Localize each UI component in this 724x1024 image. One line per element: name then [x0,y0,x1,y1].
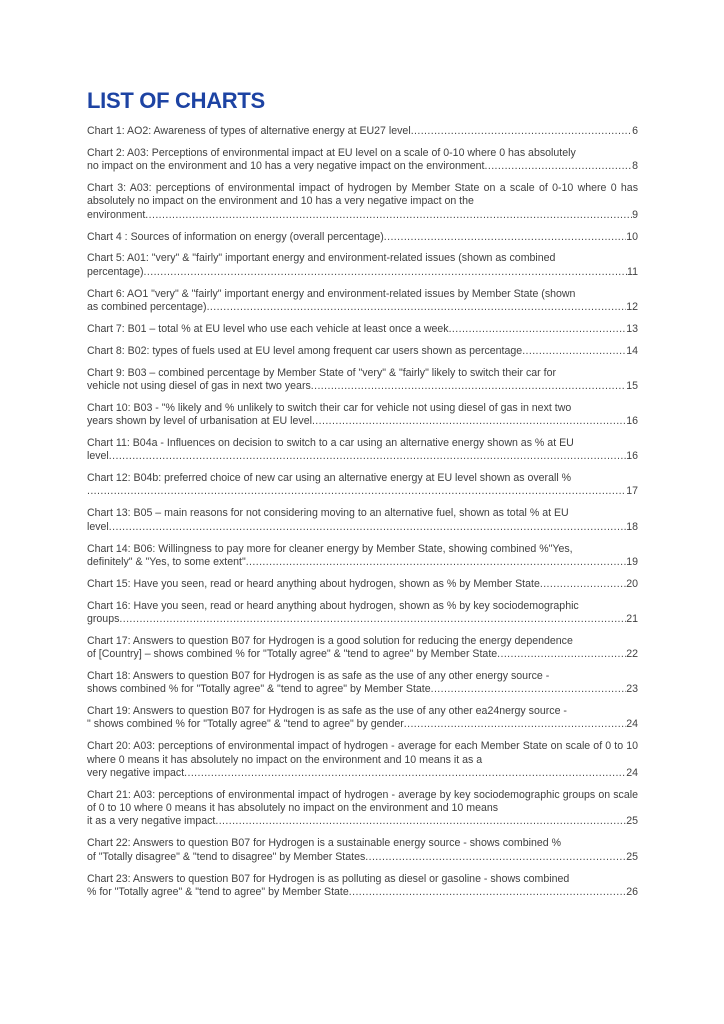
toc-entry-last-line [87,718,638,731]
toc-entry-text: Chart 13: B05 – main reasons for not considering moving to an alternative fuel, shown as total % at EU [87,507,569,520]
toc-entry-text: Chart 10: B03 - "% likely and % unlikely to switch their car for vehicle not using diesel of gas in next two [87,401,572,414]
dot-leader [540,578,626,591]
toc-entry-text-end: Chart 4 : Sources of information on energy (overall percentage) [87,230,384,243]
dot-leader [87,485,626,498]
toc-entry[interactable] [87,670,638,697]
toc-entry-last-line [87,450,638,463]
toc-entry-text-end: Chart 15: Have you seen, read or heard anything about hydrogen, shown as % by Member State [87,577,540,590]
toc-entry-text: Chart 20: A03: perceptions of environmental impact of hydrogen - average for each Member State on scale of 0 to 10 where 0 means it has absolutely no impact on the environment and 10 means it as a [87,740,638,766]
dot-leader [431,683,627,696]
page-number: 23 [626,683,638,696]
toc-entry-text-end: as combined percentage) [87,300,207,313]
page-number: 24 [626,718,638,731]
toc-entry-last-line [87,767,638,780]
toc-entry-text: Chart 2: A03: Perceptions of environmental impact at EU level on a scale of 0-10 where 0 has absolutely [87,146,576,159]
toc-entry-text-end: Chart 7: B01 – total % at EU level who use each vehicle at least once a week [87,322,449,335]
toc-entry[interactable] [87,182,638,222]
dot-leader [522,345,626,358]
toc-entry-last-line [87,323,638,336]
page-number: 19 [626,555,638,568]
page-number: 16 [626,450,638,463]
toc-entry-text: Chart 17: Answers to question B07 for Hydrogen is a good solution for reducing the energy dependence [87,634,573,647]
toc-entry-text-end: very negative impact [87,766,185,779]
toc-entry[interactable] [87,543,638,570]
toc-entry-text-end: it as a very negative impact [87,815,216,828]
toc-entry-text: Chart 3: A03: perceptions of environmental impact of hydrogen by Member State on a scale of 0-10 where 0 has absolutely no impact on the environment and 10 has a very negative impact on the [87,182,638,208]
toc-entry[interactable] [87,635,638,662]
toc-entry-text-end: vehicle not using diesel of gas in next two years [87,379,311,392]
page-number: 10 [626,230,638,243]
toc-entry[interactable] [87,147,638,174]
toc-entry-last-line [87,380,638,393]
dot-leader [246,556,627,569]
toc-entry-text-end: environment [87,208,146,221]
toc-entry-text-end: shows combined % for "Totally agree" & "tend to agree" by Member State [87,683,431,696]
toc-entry-text: Chart 22: Answers to question B07 for Hydrogen is a sustainable energy source - shows combined % [87,837,562,850]
toc-entry[interactable] [87,252,638,279]
dot-leader [404,718,626,731]
toc-entry-last-line [87,613,638,626]
toc-entry[interactable] [87,740,638,780]
page-number: 16 [626,415,638,428]
toc-entry[interactable] [87,705,638,732]
dot-leader [207,301,627,314]
dot-leader [215,815,626,828]
toc-entry-text-end: Chart 1: AO2: Awareness of types of alternative energy at EU27 level [87,125,411,137]
toc-entry-last-line [87,345,638,358]
toc-entry-text-end: no impact on the environment and 10 has a very negative impact on the environment [87,160,485,173]
toc-entry[interactable] [87,288,638,315]
toc-entry-last-line [87,521,638,534]
page-number: 11 [627,265,638,278]
toc-entry[interactable] [87,125,638,138]
toc-entry-text-end: of "Totally disagree" & "tend to disagree" by Member States [87,850,366,863]
toc-entry-text: Chart 18: Answers to question B07 for Hydrogen is as safe as the use of any other energy source - [87,670,550,682]
dot-leader [312,415,626,428]
toc-entry[interactable] [87,837,638,864]
toc-entry[interactable] [87,437,638,464]
page-number: 8 [632,160,638,173]
toc-entry-text: Chart 6: AO1 "very" & "fairly" important energy and environment-related issues by Member State (shown [87,287,576,300]
toc-entry-last-line [87,648,638,661]
toc-entry-text: Chart 19: Answers to question B07 for Hydrogen is as safe as the use of any other ea24nergy source - [87,705,567,718]
dot-leader [365,851,626,864]
toc-entry-text-end: of [Country] – shows combined % for "Totally agree" & "tend to agree" by Member State [87,648,498,661]
toc-entry-text-end: percentage) [87,265,144,278]
page-number: 15 [626,379,638,392]
dot-leader [119,613,626,626]
toc-entry-text: Chart 14: B06: Willingness to pay more for cleaner energy by Member State, showing combined %"Yes, [87,542,573,555]
toc-entry[interactable] [87,472,638,499]
toc-entry-last-line [87,683,638,696]
page-number: 6 [632,125,638,137]
page-number: 12 [626,300,638,313]
dot-leader [449,323,627,336]
toc-entry[interactable] [87,231,638,244]
toc-entry-last-line [87,209,638,222]
toc-entry[interactable] [87,600,638,627]
dot-leader [384,231,626,244]
toc-entry-last-line [87,578,638,591]
toc-entry-text-end: Chart 8: B02: types of fuels used at EU level among frequent car users shown as percentage [87,344,523,357]
dot-leader [109,521,626,534]
page-number: 9 [632,208,638,221]
toc-entry-last-line [87,301,638,314]
toc-entry-text: Chart 11: B04a - Influences on decision to switch to a car using an alternative energy shown as % at EU [87,436,574,449]
toc-entry-text-end: definitely" & "Yes, to some extent" [87,555,246,568]
page-number: 14 [626,344,638,357]
toc-entry-text-end: level [87,520,109,533]
toc-entry-text-end: " shows combined % for "Totally agree" & "tend to agree" by gender [87,718,404,731]
page-number: 25 [626,815,638,828]
dot-leader [109,450,626,463]
toc-entry[interactable] [87,789,638,829]
page-number: 26 [626,885,638,898]
page-number: 22 [626,648,638,661]
list-of-charts [87,125,638,899]
toc-entry-text: Chart 9: B03 – combined percentage by Member State of "very" & "fairly" likely to switch their car for [87,366,557,379]
toc-entry-text: Chart 16: Have you seen, read or heard anything about hydrogen, shown as % by key sociodemographic [87,599,579,612]
toc-entry-text: Chart 5: A01: "very" & "fairly" important energy and environment-related issues (shown as combined [87,252,556,265]
toc-entry[interactable] [87,578,638,591]
toc-entry-last-line [87,160,638,173]
document-page [87,88,638,908]
toc-entry-last-line [87,886,638,899]
dot-leader [145,209,632,222]
toc-entry-last-line [87,125,638,138]
page-number: 13 [626,322,638,335]
toc-entry-last-line [87,415,638,428]
toc-entry-text: Chart 12: B04b: preferred choice of new car using an alternative energy at EU level shown as overall % [87,472,572,485]
dot-leader [144,266,627,279]
toc-entry[interactable] [87,345,638,358]
page-number: 21 [626,612,638,625]
toc-entry[interactable] [87,323,638,336]
dot-leader [349,886,626,899]
page-number: 24 [626,766,638,779]
toc-entry-last-line [87,815,638,828]
toc-entry-last-line [87,231,638,244]
toc-entry-last-line [87,556,638,569]
toc-entry-text-end: years shown by level of urbanisation at EU level [87,415,312,428]
dot-leader [184,767,626,780]
toc-entry[interactable] [87,402,638,429]
page-number: 25 [626,850,638,863]
toc-entry-last-line [87,266,638,279]
dot-leader [311,380,626,393]
page-number: 20 [626,577,638,590]
toc-entry-text-end: % for "Totally agree" & "tend to agree" by Member State [87,885,349,898]
dot-leader [497,648,626,661]
toc-entry-text-end: level [87,450,109,463]
toc-entry-text: Chart 21: A03: perceptions of environmental impact of hydrogen - average by key sociodemographic groups on scale of 0 to 10 where 0 means it has absolutely no impact on the environment and 10 means [87,788,638,815]
toc-entry-text-end: groups [87,612,120,625]
toc-entry[interactable] [87,367,638,394]
toc-entry[interactable] [87,507,638,534]
toc-entry-text: Chart 23: Answers to question B07 for Hydrogen is as polluting as diesel or gasoline - shows combined [87,872,570,885]
toc-entry[interactable] [87,873,638,900]
page-number: 17 [626,485,638,498]
dot-leader [485,160,633,173]
page-number: 18 [626,520,638,533]
toc-entry-last-line [87,485,638,498]
toc-entry-last-line [87,851,638,864]
page-title: LIST OF CHARTS [87,88,265,113]
dot-leader [411,125,632,138]
